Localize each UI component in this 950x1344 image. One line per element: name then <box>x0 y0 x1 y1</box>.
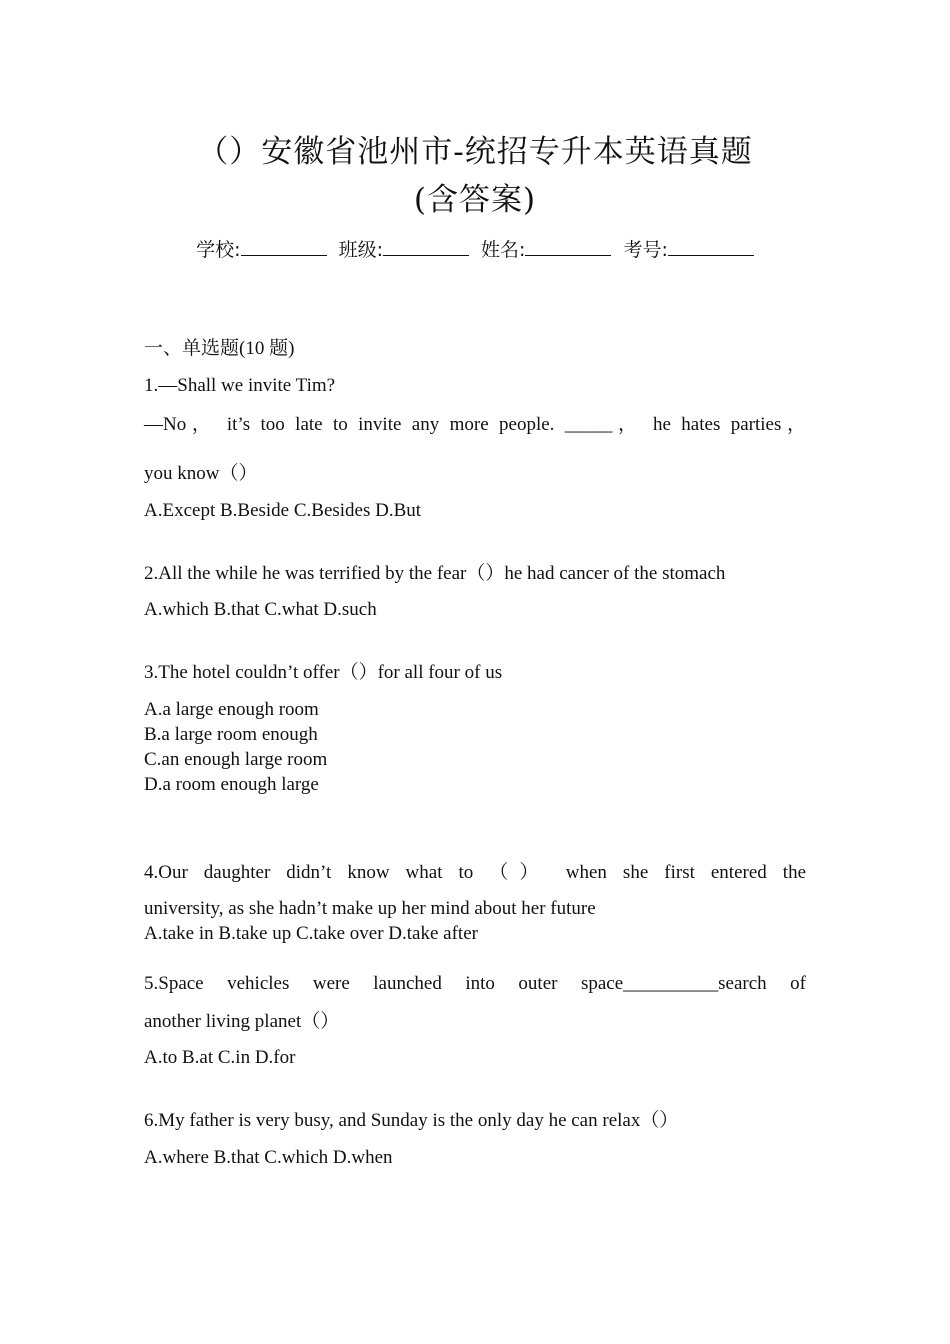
school-field: 学校: <box>196 239 326 261</box>
school-blank <box>241 237 327 256</box>
class-blank <box>383 237 469 256</box>
question-1-line-3: you know（） <box>144 463 258 484</box>
question-3-option-a: A.a large enough room <box>144 699 319 720</box>
document-title-line-2: (含答案) <box>413 182 537 218</box>
question-3-option-d: D.a room enough large <box>144 774 319 795</box>
exam-number-field: 考号: <box>623 239 753 261</box>
question-4-line-2: university, as she hadn’t make up her mind about her future <box>144 898 596 919</box>
name-blank <box>525 237 611 256</box>
question-3-option-b: B.a large room enough <box>144 724 318 745</box>
name-field: 姓名: <box>481 239 611 261</box>
question-3-option-c: C.an enough large room <box>144 749 328 770</box>
exam-number-blank <box>668 237 754 256</box>
question-5-line-1: 5.Space vehicles were launched into outer space__________search of <box>144 973 806 994</box>
section-header: 一、单选题(10 题) <box>144 338 295 359</box>
question-5-options: A.to B.at C.in D.for <box>144 1047 296 1068</box>
question-4-line-1: 4.Our daughter didn’t know what to （） when she first entered the <box>144 862 806 883</box>
question-1-options: A.Except B.Beside C.Besides D.But <box>144 500 422 521</box>
question-5-line-2: another living planet（） <box>144 1011 340 1032</box>
question-2-line-1: 2.All the while he was terrified by the fear（）he had cancer of the stomach <box>144 563 726 584</box>
question-1-line-2: —No， it’s too late to invite any more people. _____， he hates parties， <box>144 414 806 435</box>
document-title-line-1: （）安徽省池州市-统招专升本英语真题 <box>197 134 753 170</box>
question-3-line-1: 3.The hotel couldn’t offer（）for all four of us <box>144 662 503 683</box>
question-6-line-1: 6.My father is very busy, and Sunday is the only day he can relax（） <box>144 1110 679 1131</box>
student-info-line <box>0 236 950 264</box>
class-field: 班级: <box>339 239 469 261</box>
question-6-options: A.where B.that C.which D.when <box>144 1147 393 1168</box>
question-2-options: A.which B.that C.what D.such <box>144 599 377 620</box>
question-4-options: A.take in B.take up C.take over D.take after <box>144 923 478 944</box>
question-1-line-1: 1.—Shall we invite Tim? <box>144 375 336 396</box>
